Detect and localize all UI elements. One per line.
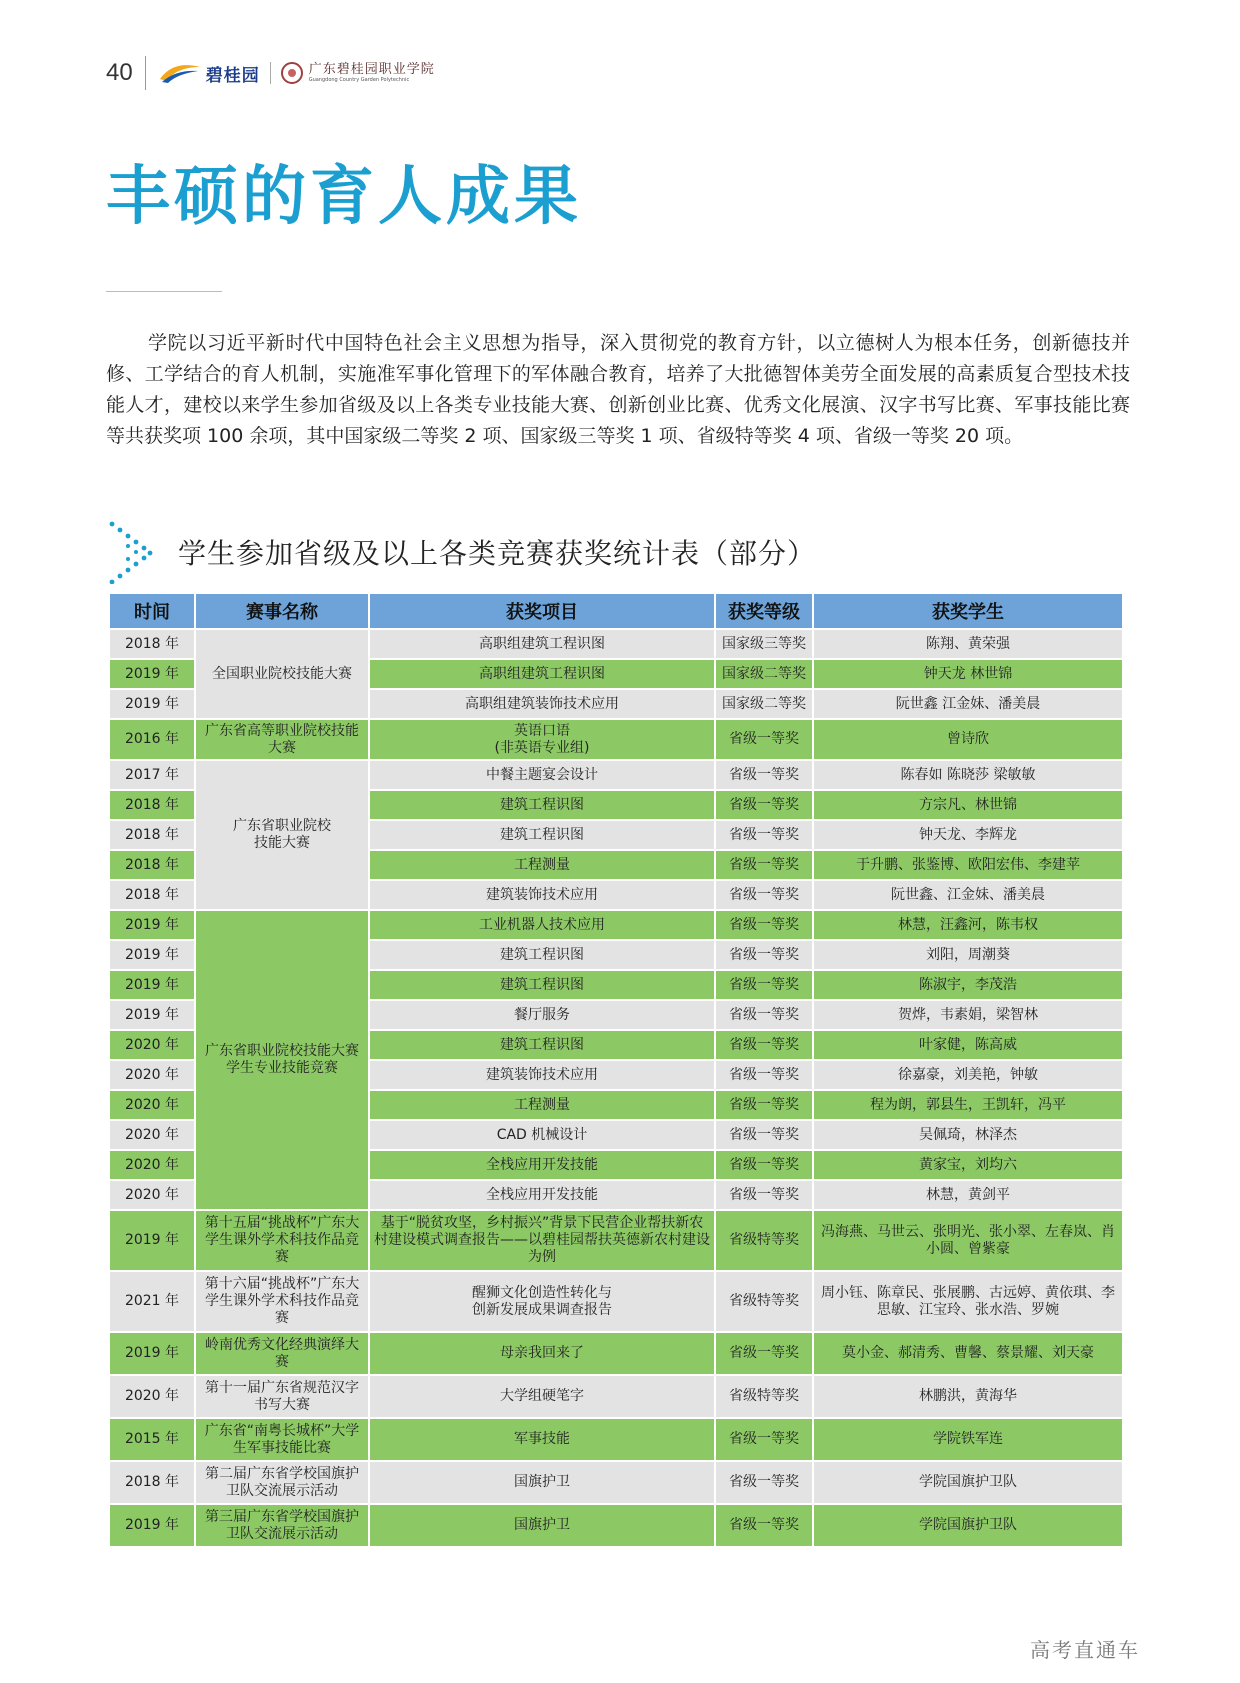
cell-time: 2016 年 (110, 720, 194, 759)
cell-project: 建筑装饰技术应用 (370, 1061, 714, 1089)
col-header-event: 赛事名称 (196, 594, 368, 628)
cell-level: 省级特等奖 (716, 1272, 812, 1331)
cell-event: 广东省高等职业院校技能大赛 (196, 720, 368, 759)
section-heading (106, 520, 816, 584)
table-row (110, 1376, 1122, 1417)
cell-students: 徐嘉豪，刘美艳，钟敏 (814, 1061, 1122, 1089)
table-row (110, 1419, 1122, 1460)
logo-divider (270, 62, 271, 84)
cell-level: 省级一等奖 (716, 941, 812, 969)
cell-time: 2020 年 (110, 1376, 194, 1417)
cell-students: 于升鹏、张鉴博、欧阳宏伟、李建苹 (814, 851, 1122, 879)
cell-project: 国旗护卫 (370, 1505, 714, 1546)
cell-students: 阮世鑫 江金妹、潘美晨 (814, 690, 1122, 718)
cell-students: 陈淑宇，李茂浩 (814, 971, 1122, 999)
col-header-project: 获奖项目 (370, 594, 714, 628)
cell-time: 2017 年 (110, 761, 194, 789)
cell-time: 2019 年 (110, 941, 194, 969)
cell-time: 2018 年 (110, 881, 194, 909)
cell-students: 刘阳，周潮葵 (814, 941, 1122, 969)
table-row (110, 1462, 1122, 1503)
table-row (110, 720, 1122, 759)
logo1-text: 碧桂园 (205, 65, 260, 86)
table-row (110, 630, 1122, 658)
cell-students: 林鹏洪，黄海华 (814, 1376, 1122, 1417)
cell-time: 2019 年 (110, 1505, 194, 1546)
cell-time: 2021 年 (110, 1272, 194, 1331)
cell-event: 第二届广东省学校国旗护卫队交流展示活动 (196, 1462, 368, 1503)
cell-event: 第十六届“挑战杯”广东大学生课外学术科技作品竞赛 (196, 1272, 368, 1331)
table-row (110, 911, 1122, 939)
cell-level: 省级一等奖 (716, 1001, 812, 1029)
cell-time: 2018 年 (110, 791, 194, 819)
cell-students: 陈春如 陈晓莎 梁敏敏 (814, 761, 1122, 789)
awards-table (108, 592, 1124, 1548)
cell-level: 省级一等奖 (716, 1462, 812, 1503)
col-header-time: 时间 (110, 594, 194, 628)
cell-students: 阮世鑫、江金妹、潘美晨 (814, 881, 1122, 909)
college-logo (281, 62, 435, 84)
cell-students: 钟天龙、李辉龙 (814, 821, 1122, 849)
cell-event: 第十五届“挑战杯”广东大学生课外学术科技作品竞赛 (196, 1211, 368, 1270)
cell-project: 中餐主题宴会设计 (370, 761, 714, 789)
cell-students: 周小钰、陈章民、张展鹏、古远婷、黄依琪、李思敏、江宝玲、张水浩、罗婉 (814, 1272, 1122, 1331)
table-row (110, 761, 1122, 789)
cell-students: 吴佩琦，林泽杰 (814, 1121, 1122, 1149)
cell-project: 高职组建筑装饰技术应用 (370, 690, 714, 718)
cell-level: 省级一等奖 (716, 911, 812, 939)
cell-event: 岭南优秀文化经典演绎大赛 (196, 1333, 368, 1374)
col-header-level: 获奖等级 (716, 594, 812, 628)
page-title: 丰硕的育人成果 (106, 159, 582, 234)
cell-project: 大学组硬笔字 (370, 1376, 714, 1417)
table-header-row (110, 594, 1122, 628)
table-row (110, 1505, 1122, 1546)
section-title: 学生参加省级及以上各类竞赛获奖统计表（部分） (178, 537, 817, 570)
cell-time: 2019 年 (110, 660, 194, 688)
cell-students: 黄家宝，刘均六 (814, 1151, 1122, 1179)
cell-project: 高职组建筑工程识图 (370, 660, 714, 688)
cell-level: 省级一等奖 (716, 1121, 812, 1149)
cell-level: 省级一等奖 (716, 1151, 812, 1179)
cell-level: 省级特等奖 (716, 1211, 812, 1270)
cell-level: 省级一等奖 (716, 971, 812, 999)
country-garden-swoosh-icon (158, 61, 202, 85)
cell-students: 钟天龙 林世锦 (814, 660, 1122, 688)
cell-level: 省级一等奖 (716, 1031, 812, 1059)
cell-students: 曾诗欣 (814, 720, 1122, 759)
cell-level: 国家级二等奖 (716, 690, 812, 718)
cell-time: 2020 年 (110, 1151, 194, 1179)
cell-level: 省级一等奖 (716, 881, 812, 909)
cell-project: 英语口语 (非英语专业组) (370, 720, 714, 759)
title-underline (106, 291, 222, 292)
cell-time: 2018 年 (110, 851, 194, 879)
table-row (110, 1211, 1122, 1270)
cell-students: 学院铁军连 (814, 1419, 1122, 1460)
cell-project: CAD 机械设计 (370, 1121, 714, 1149)
cell-project: 餐厅服务 (370, 1001, 714, 1029)
cell-project: 建筑工程识图 (370, 971, 714, 999)
cell-project: 建筑工程识图 (370, 941, 714, 969)
cell-level: 省级一等奖 (716, 1091, 812, 1119)
cell-event: 广东省“南粤长城杯”大学生军事技能比赛 (196, 1419, 368, 1460)
cell-time: 2020 年 (110, 1031, 194, 1059)
col-header-students: 获奖学生 (814, 594, 1122, 628)
cell-time: 2020 年 (110, 1091, 194, 1119)
dotted-arrow-icon (106, 520, 162, 584)
cell-event: 全国职业院校技能大赛 (196, 630, 368, 718)
cell-level: 省级一等奖 (716, 1505, 812, 1546)
cell-event: 第三届广东省学校国旗护卫队交流展示活动 (196, 1505, 368, 1546)
cell-time: 2019 年 (110, 690, 194, 718)
cell-project: 工业机器人技术应用 (370, 911, 714, 939)
cell-level: 省级一等奖 (716, 821, 812, 849)
cell-event: 广东省职业院校 技能大赛 (196, 761, 368, 909)
cell-level: 省级一等奖 (716, 1181, 812, 1209)
cell-time: 2018 年 (110, 630, 194, 658)
intro-paragraph: 学院以习近平新时代中国特色社会主义思想为指导，深入贯彻党的教育方针，以立德树人为根本任务，创新德技并修、工学结合的育人机制，实施准军事化管理下的军体融合教育，培养了大批德智体美劳全面发展的高素质复合型技术技能人才，建校以来学生参加省级及以上各类专业技能大赛、创新创业比赛、优秀文化展演、汉字书写比赛、军事技能比赛等共获奖项 100 余项，其中国家级二等奖 2 项、国家级三等奖 1 项、省级特等奖 4 项、省级一等奖 20 项。 (106, 332, 1130, 447)
cell-time: 2020 年 (110, 1061, 194, 1089)
cell-time: 2019 年 (110, 971, 194, 999)
cell-time: 2019 年 (110, 1333, 194, 1374)
cell-project: 建筑工程识图 (370, 821, 714, 849)
cell-students: 贺烨，韦素娟，梁智林 (814, 1001, 1122, 1029)
cell-level: 省级一等奖 (716, 851, 812, 879)
cell-level: 省级特等奖 (716, 1376, 812, 1417)
cell-project: 高职组建筑工程识图 (370, 630, 714, 658)
cell-students: 林慧，汪鑫河，陈韦权 (814, 911, 1122, 939)
cell-students: 莫小金、郝清秀、曹馨、蔡景耀、刘天豪 (814, 1333, 1122, 1374)
cell-project: 建筑工程识图 (370, 791, 714, 819)
cell-event: 第十一届广东省规范汉字书写大赛 (196, 1376, 368, 1417)
cell-students: 冯海燕、马世云、张明光、张小翠、左春岚、肖小圆、曾紫豪 (814, 1211, 1122, 1270)
cell-project: 军事技能 (370, 1419, 714, 1460)
cell-project: 工程测量 (370, 1091, 714, 1119)
college-name-cn: 广东碧桂园职业学院 (308, 62, 435, 77)
cell-students: 陈翔、黄荣强 (814, 630, 1122, 658)
header-divider (145, 56, 146, 90)
cell-students: 程为朗，郭县生，王凯轩，冯平 (814, 1091, 1122, 1119)
cell-time: 2019 年 (110, 1001, 194, 1029)
cell-project: 建筑装饰技术应用 (370, 881, 714, 909)
cell-students: 方宗凡、林世锦 (814, 791, 1122, 819)
cell-time: 2015 年 (110, 1419, 194, 1460)
cell-level: 国家级三等奖 (716, 630, 812, 658)
cell-students: 叶家健，陈高威 (814, 1031, 1122, 1059)
cell-time: 2018 年 (110, 821, 194, 849)
cell-project: 基于“脱贫攻坚，乡村振兴”背景下民营企业帮扶新农村建设模式调查报告——以碧桂园帮扶英德新农村建设为例 (370, 1211, 714, 1270)
cell-level: 省级一等奖 (716, 761, 812, 789)
cell-level: 省级一等奖 (716, 720, 812, 759)
cell-time: 2020 年 (110, 1181, 194, 1209)
watermark: 高考直通车 (1030, 1638, 1140, 1662)
cell-time: 2020 年 (110, 1121, 194, 1149)
cell-project: 国旗护卫 (370, 1462, 714, 1503)
cell-students: 林慧，黄剑平 (814, 1181, 1122, 1209)
page-header (106, 56, 435, 90)
college-name-en: Guangdong Country Garden Polytechnic (308, 77, 410, 83)
cell-level: 省级一等奖 (716, 1061, 812, 1089)
cell-project: 建筑工程识图 (370, 1031, 714, 1059)
cell-time: 2019 年 (110, 1211, 194, 1270)
cell-project: 全栈应用开发技能 (370, 1181, 714, 1209)
cell-level: 省级一等奖 (716, 791, 812, 819)
country-garden-logo (158, 61, 260, 86)
table-row (110, 1272, 1122, 1331)
cell-students: 学院国旗护卫队 (814, 1505, 1122, 1546)
cell-project: 醒狮文化创造性转化与 创新发展成果调查报告 (370, 1272, 714, 1331)
cell-time: 2018 年 (110, 1462, 194, 1503)
page-number: 40 (106, 59, 133, 86)
cell-project: 工程测量 (370, 851, 714, 879)
cell-project: 全栈应用开发技能 (370, 1151, 714, 1179)
cell-level: 省级一等奖 (716, 1333, 812, 1374)
cell-time: 2019 年 (110, 911, 194, 939)
cell-level: 国家级二等奖 (716, 660, 812, 688)
college-seal-icon (281, 62, 303, 84)
cell-project: 母亲我回来了 (370, 1333, 714, 1374)
table-row (110, 1333, 1122, 1374)
cell-students: 学院国旗护卫队 (814, 1462, 1122, 1503)
cell-event: 广东省职业院校技能大赛 学生专业技能竞赛 (196, 911, 368, 1209)
cell-level: 省级一等奖 (716, 1419, 812, 1460)
